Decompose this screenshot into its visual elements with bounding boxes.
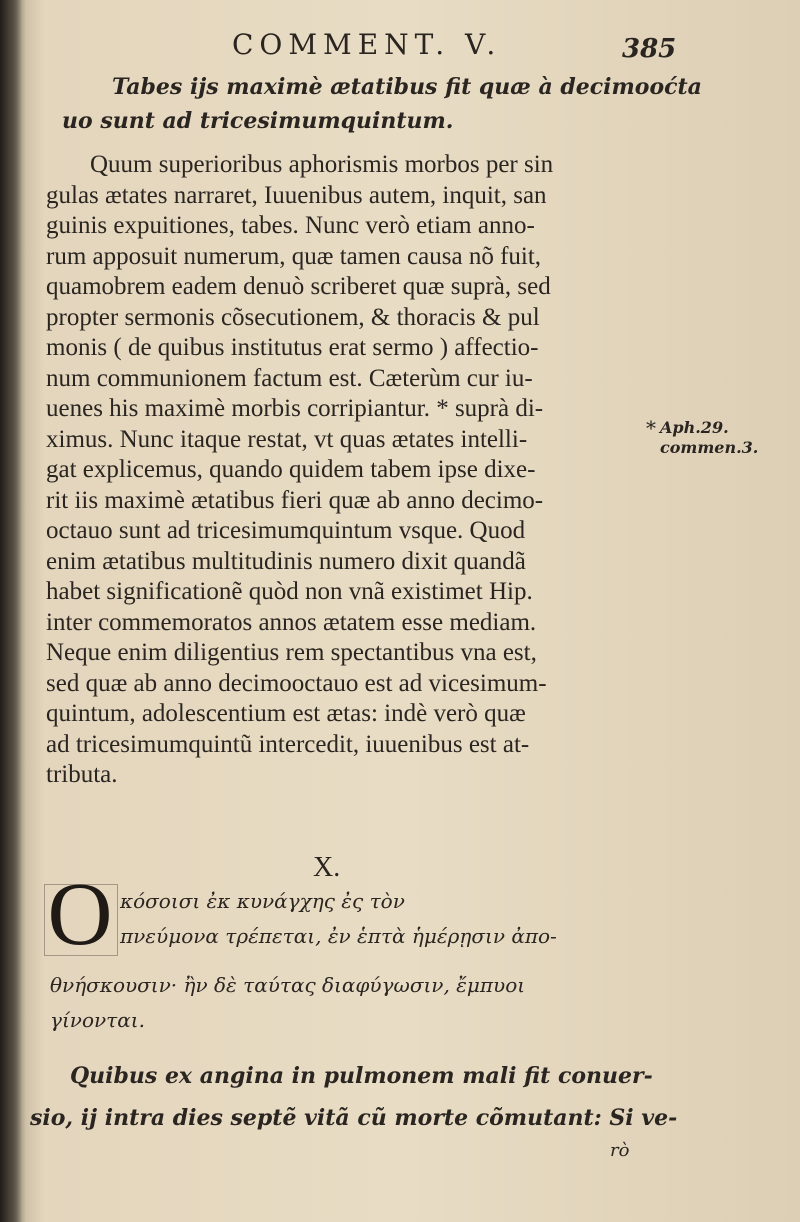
commentary-line: rum apposuit numerum, quæ tamen causa nõ fuit, bbox=[46, 242, 542, 270]
commentary-line: num communionem factum est. Cæterùm cur iu- bbox=[46, 364, 533, 392]
marginal-ref-1: Aph.29. bbox=[660, 418, 729, 437]
greek-line: θνήσκουσιν· ἢν δὲ ταύτας διαφύγωσιν, ἔμπυοι bbox=[50, 973, 526, 997]
latin-translation bbox=[30, 1055, 678, 1139]
greek-line: πνεύμονα τρέπεται, ἐν ἑπτὰ ἡμέρῃσιν ἀπο- bbox=[120, 924, 557, 948]
marginal-mark: * bbox=[646, 416, 656, 440]
commentary-line: rit iis maximè ætatibus fieri quæ ab anno decimo- bbox=[46, 486, 544, 514]
greek-line: γίνονται. bbox=[50, 1008, 145, 1032]
section-number: X. bbox=[313, 852, 341, 883]
commentary-line: inter commemoratos annos ætatem esse mediam. bbox=[46, 608, 537, 636]
commentary-line: habet significationẽ quòd non vnã existimet Hip. bbox=[46, 578, 533, 605]
commentary-line: quamobrem eadem denuò scriberet quæ suprà, sed bbox=[46, 273, 551, 300]
running-head bbox=[232, 28, 677, 64]
translation-line: sio, ij intra dies septẽ vitã cũ morte cõmutant: Si ve- bbox=[30, 1105, 678, 1131]
marginal-ref-2: commen.3. bbox=[660, 438, 759, 457]
commentary-line: octauo sunt ad tricesimumquintum vsque. Quod bbox=[46, 517, 526, 544]
commentary-line: sed quæ ab anno decimooctauo est ad vicesimum- bbox=[46, 669, 547, 697]
catchword: rò bbox=[610, 1140, 630, 1161]
commentary-line: enim ætatibus multitudinis numero dixit quandã bbox=[46, 547, 526, 575]
commentary-line: monis ( de quibus institutus erat sermo ) affectio- bbox=[46, 334, 539, 361]
translation-line: Quibus ex angina in pulmonem mali fit conuer- bbox=[70, 1063, 653, 1089]
commentary-line: tributa. bbox=[46, 761, 118, 788]
drop-cap-initial: O bbox=[47, 865, 113, 964]
commentary-line: Quum superioribus aphorismis morbos per sin bbox=[90, 151, 554, 178]
running-title: COMMENT. V. bbox=[232, 28, 502, 61]
commentary-line: propter sermonis cõsecutionem, & thoracis & pul bbox=[46, 303, 540, 331]
commentary-line: quintum, adolescentium est ætas: indè verò quæ bbox=[46, 700, 526, 727]
commentary-line: uenes his maximè morbis corripiantur. * suprà di- bbox=[46, 395, 544, 422]
commentary-line: ximus. Nunc itaque restat, vt quas ætates intelli- bbox=[46, 425, 528, 453]
page-number: 385 bbox=[622, 34, 677, 64]
commentary-line: Neque enim diligentius rem spectantibus vna est, bbox=[46, 639, 537, 666]
greek-line: κόσοισι ἐκ κυνάγχης ἐς τὸν bbox=[120, 889, 405, 913]
marginal-note bbox=[646, 416, 760, 458]
commentary-line: gat explicemus, quando quidem tabem ipse dixe- bbox=[46, 456, 536, 483]
commentary-line: gulas ætates narraret, Iuuenibus autem, inquit, san bbox=[46, 181, 547, 209]
aphorism-heading-line-1: Tabes ijs maximè ætatibus fit quæ à decimooćta bbox=[112, 74, 702, 100]
aphorism-heading-line-2: uo sunt ad tricesimumquintum. bbox=[62, 108, 454, 134]
greek-aphorism bbox=[120, 884, 660, 954]
commentary-text bbox=[46, 150, 656, 791]
book-gutter bbox=[0, 0, 22, 1222]
commentary-line: guinis expuitiones, tabes. Nunc verò etiam anno- bbox=[46, 212, 535, 239]
commentary-line: ad tricesimumquintũ intercedit, iuuenibus est at- bbox=[46, 730, 530, 758]
greek-aphorism-continued bbox=[50, 968, 670, 1038]
